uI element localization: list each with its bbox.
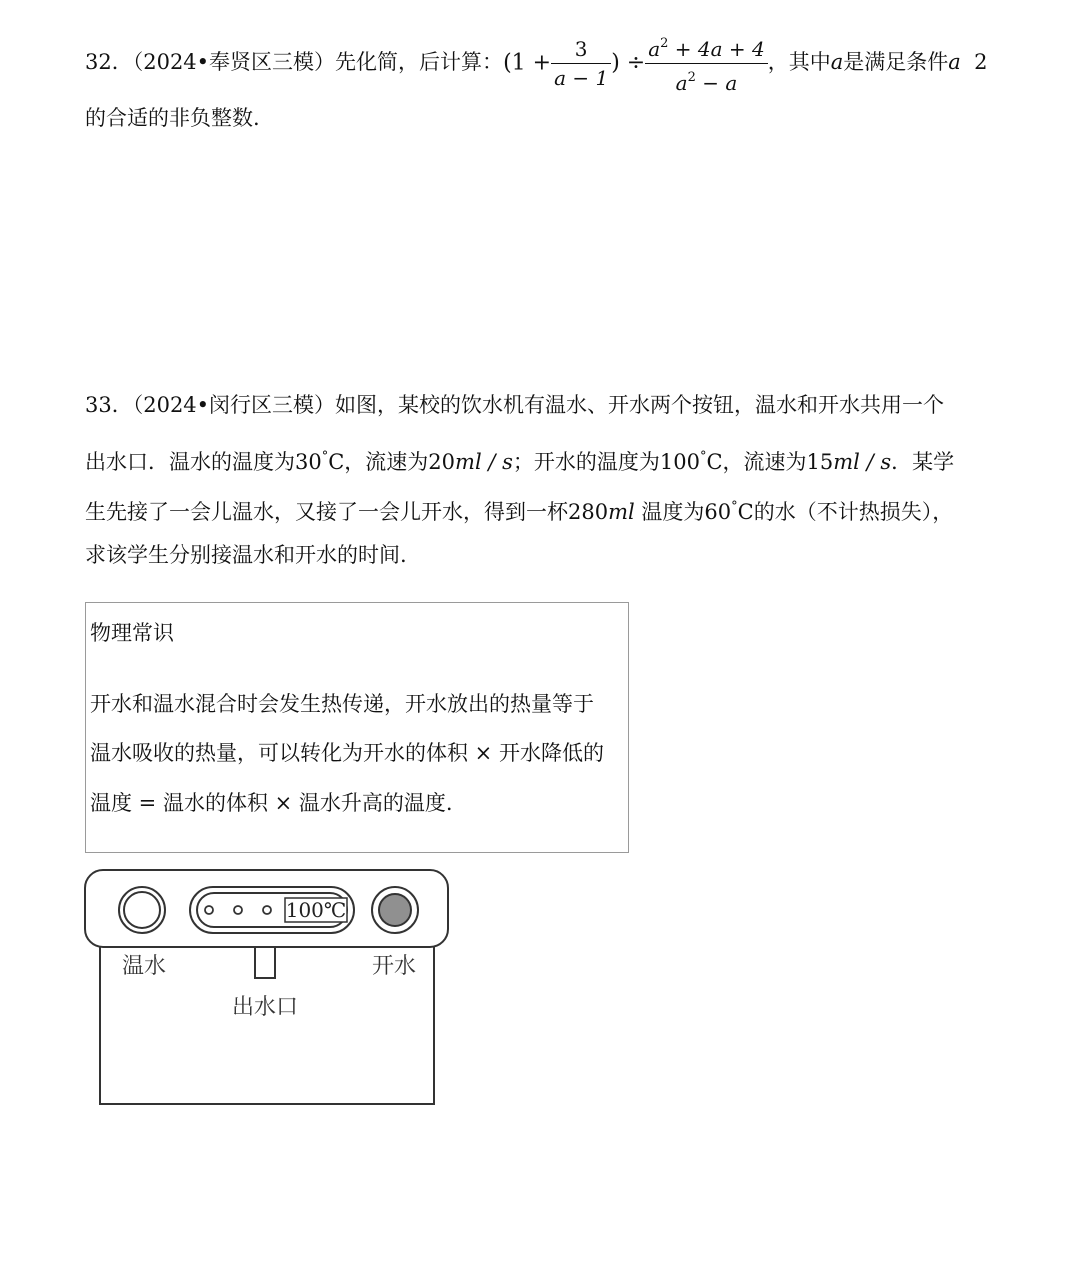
text-segment: 出水口．温水的温度为30 [85,450,322,474]
knowledge-line-1: 开水和温水混合时会发生热传递，开水放出的热量等于 [90,692,594,716]
water-outlet [255,947,275,978]
hot-water-button [379,894,411,926]
fraction-1-bar [551,63,611,64]
unit-ml-per-s: ml / s [455,450,513,474]
denominator-rest: − a [695,71,738,95]
knowledge-line-3: 温度 = 温水的体积 × 温水升高的温度. [90,791,453,815]
warm-water-label: 温水 [122,954,167,979]
square-exponent: 2 [660,36,669,51]
open-paren: (1 + [503,50,552,76]
problem-32-suffix-a: ，其中 [767,50,831,74]
problem-33-line-3 [85,493,953,526]
indicator-dot [263,906,271,914]
knowledge-title: 物理常识 [90,621,174,645]
problem-32-prefix: 32．（2024•奉贤区三模）先化简，后计算： [85,50,504,74]
var-a: a [830,50,844,74]
indicator-dot [205,906,213,914]
fraction-1-numerator: 3 [574,37,588,61]
fraction-2-bar [645,63,768,64]
problem-32-suffix-b: 是满足条件 [843,50,949,74]
indicator-dot [234,906,242,914]
var-a: a [675,71,688,95]
fraction-3-over-a-minus-1 [551,36,611,91]
text-segment: 生先接了一会儿温水，又接了一会儿开水，得到一杯280 [85,500,609,524]
water-dispenser-diagram [84,868,454,1110]
var-a: a [648,37,661,61]
warm-water-button [124,892,160,928]
physics-knowledge-box [85,602,629,853]
fraction-1-denominator: a − 1 [554,66,609,90]
unit-ml: ml [608,500,635,524]
problem-33-line-1: 33．（2024•闵行区三模）如图，某校的饮水机有温水、开水两个按钮，温水和开水共用一个 [85,393,945,417]
unit-ml-per-s: ml / s [833,450,892,474]
text-segment: ．某学 [891,450,955,474]
fraction-quadratic [645,31,768,96]
problem-32-line-1 [85,30,988,94]
numerator-rest: + 4a + 4 [668,37,765,61]
problem-32-suffix-c: 2 [960,50,988,74]
problem-33-line-2 [85,443,954,476]
degree-sign: ° [321,449,329,464]
text-segment: C的水（不计热损失）， [737,500,954,524]
degree-sign: ° [731,499,738,514]
knowledge-line-2: 温水吸收的热量，可以转化为开水的体积 × 开水降低的 [90,741,604,765]
fraction-2-numerator [645,31,768,62]
problem-33-line-4: 求该学生分别接温水和开水的时间. [85,543,407,567]
text-segment: ；开水的温度为100 [512,450,700,474]
text-segment: C，流速为20 [328,450,456,474]
close-paren-divide: ) ÷ [611,50,646,76]
hot-water-label: 开水 [372,954,417,979]
water-outlet-label: 出水口 [232,995,299,1020]
text-segment: C，流速为15 [706,450,834,474]
fraction-2-denominator [645,65,768,96]
square-exponent: 2 [687,70,696,85]
var-a: a [948,50,961,74]
dispenser-drawing [84,868,454,1110]
degree-sign: ° [699,449,707,464]
problem-32-line-2: 的合适的非负整数. [85,106,260,130]
text-segment: 温度为60 [634,500,732,524]
temperature-readout: 100℃ [285,898,347,922]
